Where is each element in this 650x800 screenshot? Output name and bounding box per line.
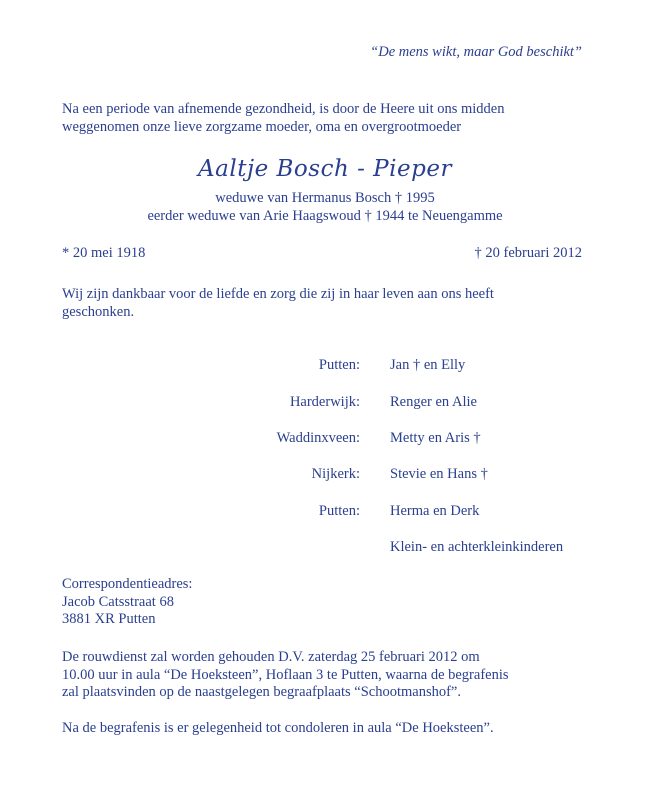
widow-of: weduwe van Hermanus Bosch † 1995 xyxy=(215,190,435,206)
service-line: 10.00 uur in aula “De Hoeksteen”, Hoflaan 3 te Putten, waarna de begrafenis xyxy=(62,666,509,683)
family-names: Herma en Derk xyxy=(390,503,480,519)
earlier-widow-of: eerder weduwe van Arie Haagswoud † 1944 te Neuengamme xyxy=(147,208,503,224)
intro-text xyxy=(62,100,505,136)
death-date: † 20 februari 2012 xyxy=(474,245,582,261)
correspondence-address xyxy=(62,576,192,629)
service-info xyxy=(62,649,509,702)
condolence-info: Na de begrafenis is er gelegenheid tot condoleren in aula “De Hoeksteen”. xyxy=(62,720,494,736)
family-names: Klein- en achterkleinkinderen xyxy=(390,539,564,555)
correspondence-city: 3881 XR Putten xyxy=(62,611,156,627)
family-place: Putten: xyxy=(318,503,360,519)
correspondence-label: Correspondentieadres: xyxy=(62,576,193,592)
intro-line: Na een periode van afnemende gezondheid, is door de Heere uit ons midden xyxy=(62,101,505,117)
motto: “De mens wikt, maar God beschikt” xyxy=(370,44,582,60)
thanks-line: geschonken. xyxy=(62,304,135,320)
thanks-line: Wij zijn dankbaar voor de liefde en zorg die zij in haar leven aan ons heeft xyxy=(62,286,494,302)
service-line: zal plaatsvinden op de naastgelegen begraafplaats “Schootmanshof”. xyxy=(62,684,461,700)
family-names: Renger en Alie xyxy=(390,394,477,410)
deceased-name: Aaltje Bosch - Pieper xyxy=(198,156,452,182)
family-names: Metty en Aris † xyxy=(390,430,481,446)
birth-date: * 20 mei 1918 xyxy=(62,245,146,261)
family-place: Putten: xyxy=(318,357,360,373)
correspondence-street: Jacob Catsstraat 68 xyxy=(62,593,174,610)
family-place: Harderwijk: xyxy=(289,394,360,410)
family-names: Stevie en Hans † xyxy=(390,466,488,482)
family-place: Nijkerk: xyxy=(311,466,360,482)
service-line: De rouwdienst zal worden gehouden D.V. zaterdag 25 februari 2012 om xyxy=(62,649,480,665)
family-names: Jan † en Elly xyxy=(390,357,466,373)
thanks-text xyxy=(62,285,494,321)
family-place: Waddinxveen: xyxy=(276,430,360,446)
intro-line: weggenomen onze lieve zorgzame moeder, oma en overgrootmoeder xyxy=(62,119,462,135)
